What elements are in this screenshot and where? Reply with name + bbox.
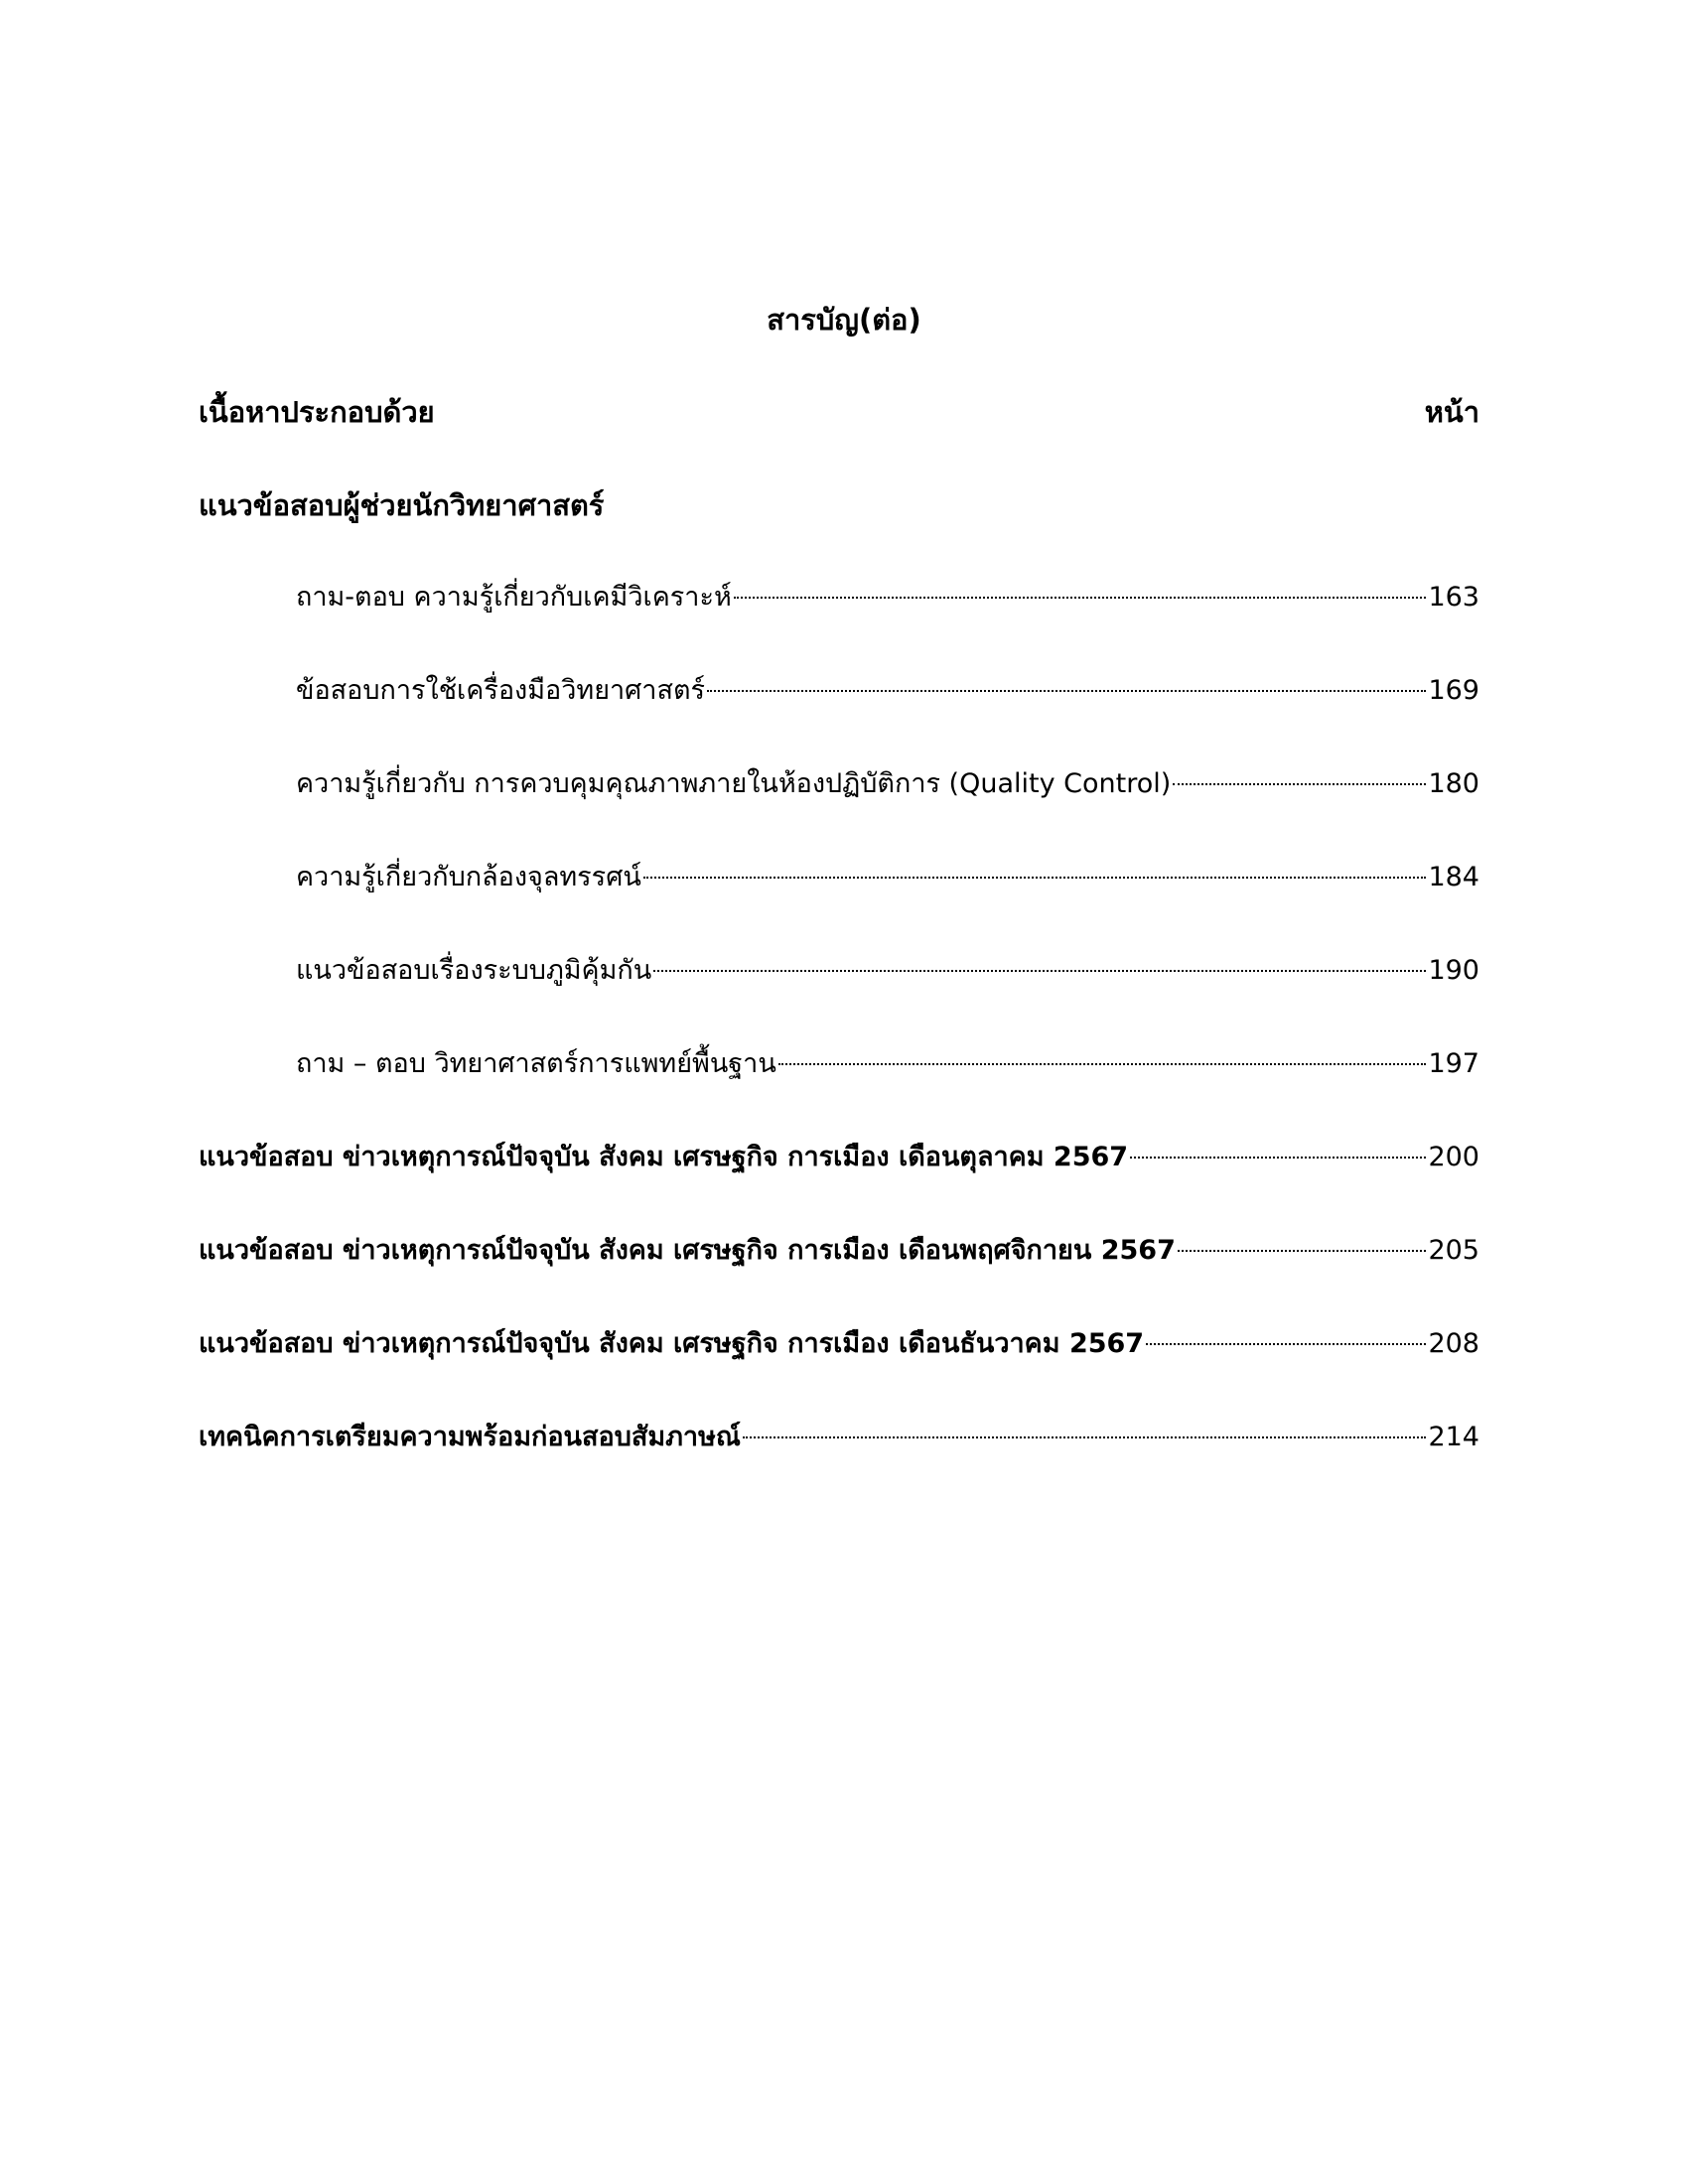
dot-leader (643, 877, 1427, 879)
toc-entry-text: ถาม – ตอบ วิทยาศาสตร์การแพทย์พื้นฐาน (296, 1048, 776, 1079)
toc-entry-page-number: 200 (1428, 1142, 1479, 1172)
page-title: สารบัญ(ต่อ) (767, 303, 921, 337)
dot-leader (707, 690, 1426, 692)
toc-entry[interactable] (296, 762, 1479, 806)
section-heading: แนวข้อสอบผู้ช่วยนักวิทยาศาสตร์ (199, 488, 605, 522)
dot-leader (778, 1063, 1427, 1065)
toc-entry-page-number: 180 (1428, 768, 1479, 799)
toc-entry[interactable] (296, 856, 1479, 899)
toc-entry-page-number: 214 (1428, 1422, 1479, 1452)
toc-entry-page-number: 190 (1428, 955, 1479, 986)
toc-entry-page-number: 197 (1428, 1048, 1479, 1079)
toc-entry-page-number: 169 (1428, 675, 1479, 706)
dot-leader (653, 970, 1426, 972)
toc-entry-page-number: 163 (1428, 582, 1479, 613)
toc-entry-text: ถาม-ตอบ ความรู้เกี่ยวกับเคมีวิเคราะห์ (296, 582, 732, 613)
dot-leader (1130, 1157, 1426, 1159)
dot-leader (1146, 1343, 1426, 1345)
dot-leader (1178, 1250, 1427, 1252)
toc-entry-text: เทคนิคการเตรียมความพร้อมก่อนสอบสัมภาษณ์ (199, 1422, 741, 1452)
toc-entry-text: แนวข้อสอบเรื่องระบบภูมิคุ้มกัน (296, 955, 652, 986)
toc-entry[interactable] (296, 669, 1479, 713)
toc-entry-text: แนวข้อสอบ ข่าวเหตุการณ์ปัจจุบัน สังคม เศรษฐกิจ การเมือง เดือนตุลาคม 2567 (199, 1142, 1129, 1172)
toc-header-row (199, 390, 1479, 434)
content-column-label: เนื้อหาประกอบด้วย (199, 395, 435, 429)
toc-entry[interactable] (199, 1416, 1479, 1459)
toc-entry[interactable] (199, 1229, 1479, 1273)
toc-entry[interactable] (296, 949, 1479, 993)
toc-entry-text: ข้อสอบการใช้เครื่องมือวิทยาศาสตร์ (296, 675, 705, 706)
dot-leader (1173, 783, 1426, 785)
toc-entry[interactable] (199, 1136, 1479, 1179)
toc-entry-text: ความรู้เกี่ยวกับ การควบคุมคุณภาพภายในห้องปฏิบัติการ (Quality Control) (296, 768, 1172, 799)
toc-entry-page-number: 208 (1428, 1328, 1479, 1359)
toc-entry-text: ความรู้เกี่ยวกับกล้องจุลทรรศน์ (296, 862, 641, 892)
dot-leader (734, 597, 1427, 599)
toc-entry-page-number: 205 (1428, 1235, 1479, 1266)
toc-entry-page-number: 184 (1428, 862, 1479, 892)
dot-leader (743, 1436, 1427, 1438)
toc-entry-text: แนวข้อสอบ ข่าวเหตุการณ์ปัจจุบัน สังคม เศรษฐกิจ การเมือง เดือนธันวาคม 2567 (199, 1328, 1145, 1359)
toc-entry[interactable] (199, 1322, 1479, 1366)
toc-entry-text: แนวข้อสอบ ข่าวเหตุการณ์ปัจจุบัน สังคม เศรษฐกิจ การเมือง เดือนพฤศจิกายน 2567 (199, 1235, 1176, 1266)
toc-entry[interactable] (296, 1042, 1479, 1086)
page-column-label: หน้า (1424, 395, 1479, 429)
toc-entry[interactable] (296, 576, 1479, 619)
